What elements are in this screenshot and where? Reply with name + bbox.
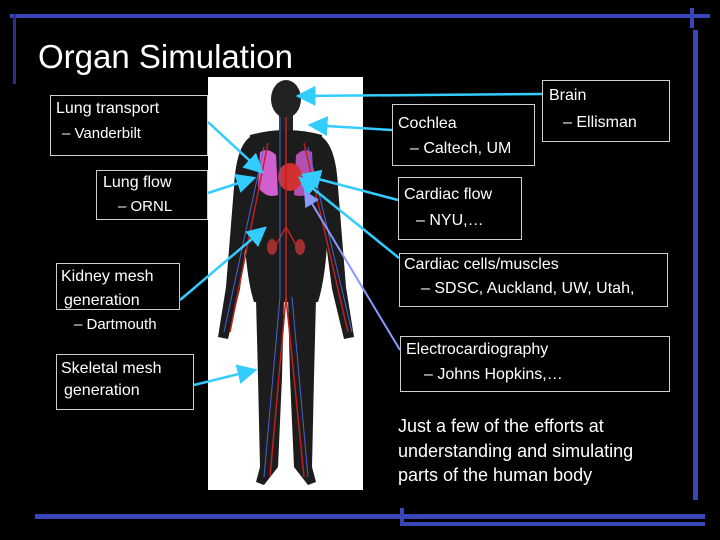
lung-flow-sub: – ORNL [118,198,173,215]
cardiac-flow-heading: Cardiac flow [404,186,493,203]
brain-heading: Brain [549,87,587,104]
skeletal-mesh-line2: generation [64,382,140,399]
lung-flow-heading: Lung flow [103,174,172,191]
lungs-left [258,150,278,196]
cardiac-cells-sub: – SDSC, Auckland, UW, Utah, [421,280,635,297]
lung-transport-sub: – Vanderbilt [62,125,141,142]
bottom-frame-bar-low [400,522,705,526]
footer-note-line1: Just a few of the efforts at [398,416,604,436]
kidney-left [267,239,277,255]
kidney-right [295,239,305,255]
cochlea-heading: Cochlea [398,115,457,132]
skeletal-mesh-line1: Skeletal mesh [61,360,162,377]
ecg-sub: – Johns Hopkins,… [424,366,563,383]
body-left-leg [256,299,284,485]
top-frame-bar-right [690,8,694,28]
kidney-mesh-line2: generation [64,292,140,309]
cardiac-cells-heading: Cardiac cells/muscles [404,256,559,273]
right-frame-bar [693,30,698,500]
ecg-heading: Electrocardiography [406,341,549,358]
brain-sub: – Ellisman [563,114,637,131]
top-frame-bar [10,14,710,18]
cardiac-flow-sub: – NYU,… [416,212,484,229]
heart [278,163,302,191]
kidney-mesh-line1: Kidney mesh [61,268,154,285]
footer-note-line3: parts of the human body [398,465,593,485]
bottom-frame-bar [35,514,705,519]
body-head [271,80,301,118]
footer-note-line2: understanding and simulating [398,441,634,461]
left-frame-bar [13,14,16,84]
human-body-illustration [208,77,363,490]
bottom-frame-tick [400,508,404,526]
lung-transport-heading: Lung transport [56,100,160,117]
human-body-figure [208,77,363,490]
cochlea-sub: – Caltech, UM [410,140,512,157]
kidney-mesh-sub: – Dartmouth [74,316,157,333]
slide-title: Organ Simulation [38,38,293,75]
